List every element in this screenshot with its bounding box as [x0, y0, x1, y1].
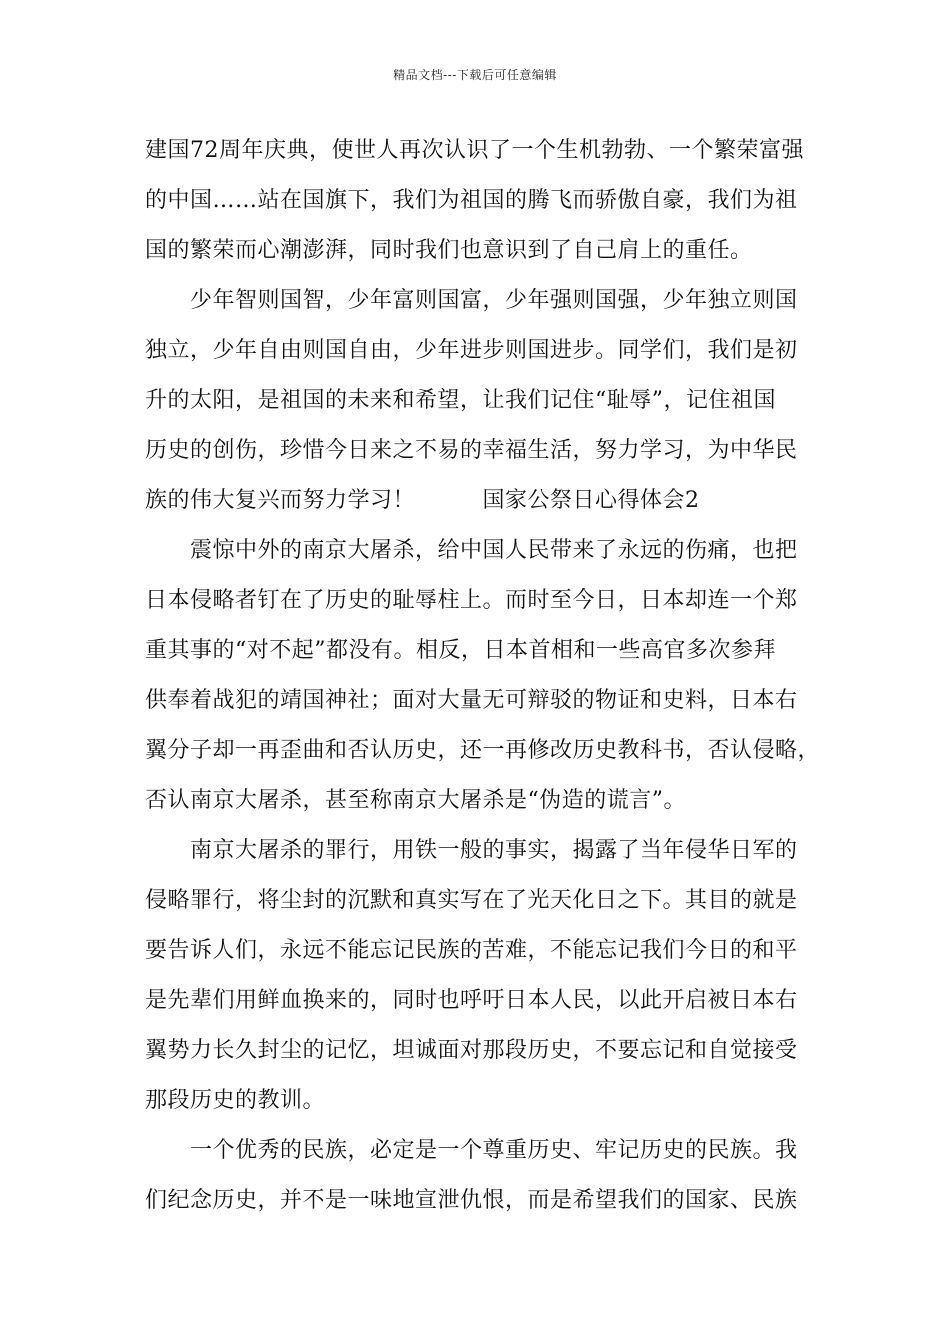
- text-line: 是先辈们用鲜血换来的，同时也呼吁日本人民，以此开启被日本右: [145, 988, 798, 1013]
- text-line: 国的繁荣而心潮澎湃，同时我们也意识到了自己肩上的重任。: [145, 238, 753, 263]
- text-line: 独立，少年自由则国自由，少年进步则国进步。同学们，我们是初: [145, 338, 798, 363]
- text-line: 那段历史的教训。: [145, 1088, 326, 1113]
- paragraph-first-line: 震惊中外的南京大屠杀，给中国人民带来了永远的伤痛，也把: [190, 538, 798, 563]
- text-line: 侵略罪行，将尘封的沉默和真实写在了光天化日之下。其目的就是: [145, 888, 798, 913]
- paragraph-first-line: 少年智则国智，少年富则国富，少年强则国强，少年独立则国: [190, 288, 798, 313]
- text-line: 们纪念历史，并不是一味地宣泄仇恨，而是希望我们的国家、民族: [145, 1188, 798, 1213]
- text-line: 供奉着战犯的靖国神社；面对大量无可辩驳的物证和史料，日本右: [145, 688, 798, 713]
- text-line: 要告诉人们，永远不能忘记民族的苦难，不能忘记我们今日的和平: [145, 938, 798, 963]
- text-line: 建国72周年庆典，使世人再次认识了一个生机勃勃、一个繁荣富强: [145, 138, 804, 163]
- page-header: 精品文档---下载后可任意编辑: [393, 68, 557, 82]
- text-line: 升的太阳，是祖国的未来和希望，让我们记住“耻辱”，记住祖国: [145, 388, 776, 413]
- text-line: 族的伟大复兴而努力学习！ 国家公祭日心得体会2: [145, 488, 700, 513]
- text-line: 翼势力长久封尘的记忆，坦诚面对那段历史，不要忘记和自觉接受: [145, 1038, 798, 1063]
- text-line: 的中国……站在国旗下，我们为祖国的腾飞而骄傲自豪，我们为祖: [145, 188, 798, 213]
- text-line: 翼分子却一再歪曲和否认历史，还一再修改历史教科书，否认侵略，: [145, 738, 821, 763]
- text-line: 否认南京大屠杀，甚至称南京大屠杀是“伪造的谎言”。: [145, 788, 686, 813]
- text-line: 日本侵略者钉在了历史的耻辱柱上。而时至今日，日本却连一个郑: [145, 588, 798, 613]
- paragraph-first-line: 南京大屠杀的罪行，用铁一般的事实，揭露了当年侵华日军的: [190, 838, 798, 863]
- text-line: 重其事的“对不起”都没有。相反，日本首相和一些高官多次参拜: [145, 638, 776, 663]
- paragraph-first-line: 一个优秀的民族，必定是一个尊重历史、牢记历史的民族。我: [190, 1138, 798, 1163]
- text-line: 历史的创伤，珍惜今日来之不易的幸福生活，努力学习，为中华民: [145, 438, 798, 463]
